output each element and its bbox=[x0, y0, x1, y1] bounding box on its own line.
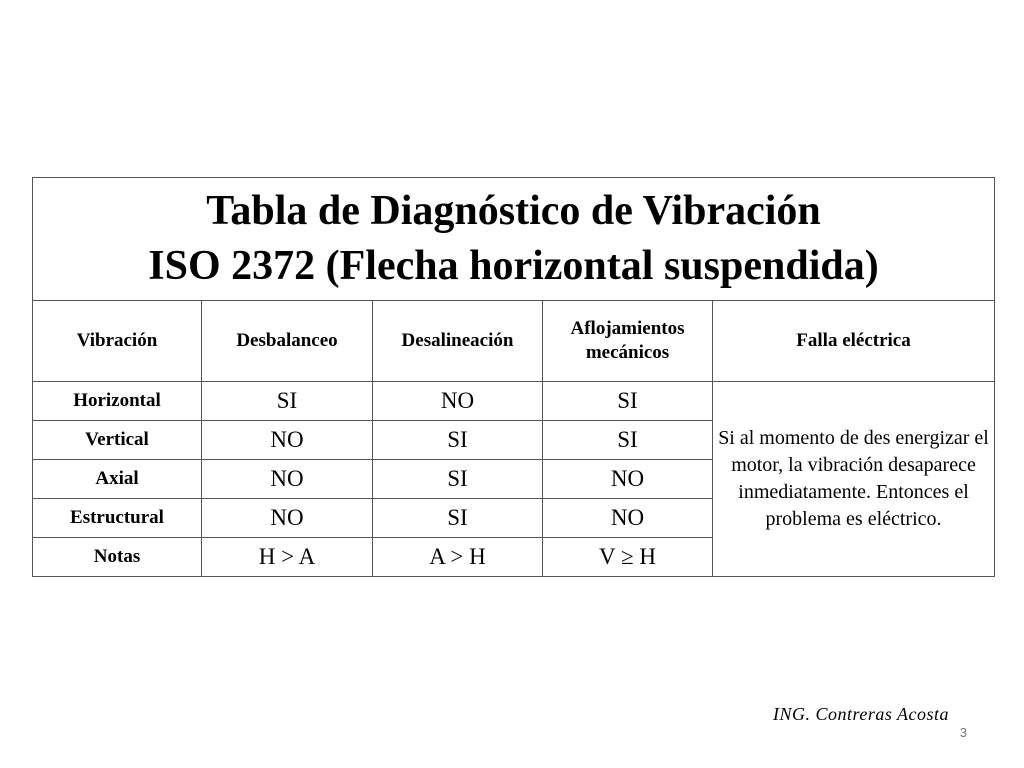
row-label: Axial bbox=[33, 460, 202, 499]
table-row bbox=[33, 382, 995, 421]
header-vibracion: Vibración bbox=[33, 301, 202, 382]
header-desalineacion: Desalineación bbox=[373, 301, 543, 382]
author-signature: ING. Contreras Acosta bbox=[772, 704, 949, 724]
diagnosis-table bbox=[32, 177, 995, 577]
cell-desalineacion: SI bbox=[373, 421, 543, 460]
cell-aflojamientos: V ≥ H bbox=[543, 538, 713, 577]
header-aflojamientos bbox=[543, 301, 713, 382]
table-title bbox=[33, 178, 995, 301]
cell-desbalanceo: H > A bbox=[202, 538, 373, 577]
header-desbalanceo: Desbalanceo bbox=[202, 301, 373, 382]
cell-aflojamientos: NO bbox=[543, 499, 713, 538]
header-aflojamientos-line-1: Aflojamientos bbox=[570, 318, 685, 339]
row-label: Vertical bbox=[33, 421, 202, 460]
title-line-1: Tabla de Diagnóstico de Vibración bbox=[206, 188, 821, 234]
cell-desalineacion: A > H bbox=[373, 538, 543, 577]
cell-desbalanceo: SI bbox=[202, 382, 373, 421]
page-number: 3 bbox=[959, 725, 967, 740]
row-label: Estructural bbox=[33, 499, 202, 538]
cell-desalineacion: SI bbox=[373, 460, 543, 499]
cell-desalineacion: SI bbox=[373, 499, 543, 538]
cell-aflojamientos: SI bbox=[543, 382, 713, 421]
cell-desbalanceo: NO bbox=[202, 421, 373, 460]
cell-aflojamientos: NO bbox=[543, 460, 713, 499]
cell-aflojamientos: SI bbox=[543, 421, 713, 460]
cell-desbalanceo: NO bbox=[202, 460, 373, 499]
row-label: Horizontal bbox=[33, 382, 202, 421]
cell-desbalanceo: NO bbox=[202, 499, 373, 538]
title-line-2: ISO 2372 (Flecha horizontal suspendida) bbox=[148, 243, 879, 289]
header-aflojamientos-line-2: mecánicos bbox=[585, 342, 670, 363]
header-falla-electrica: Falla eléctrica bbox=[713, 301, 995, 382]
falla-electrica-note: Si al momento de des energizar el motor, la vibración desaparece inmediatamente. Entonces el problema es eléctrico. bbox=[713, 382, 995, 577]
cell-desalineacion: NO bbox=[373, 382, 543, 421]
row-label: Notas bbox=[33, 538, 202, 577]
